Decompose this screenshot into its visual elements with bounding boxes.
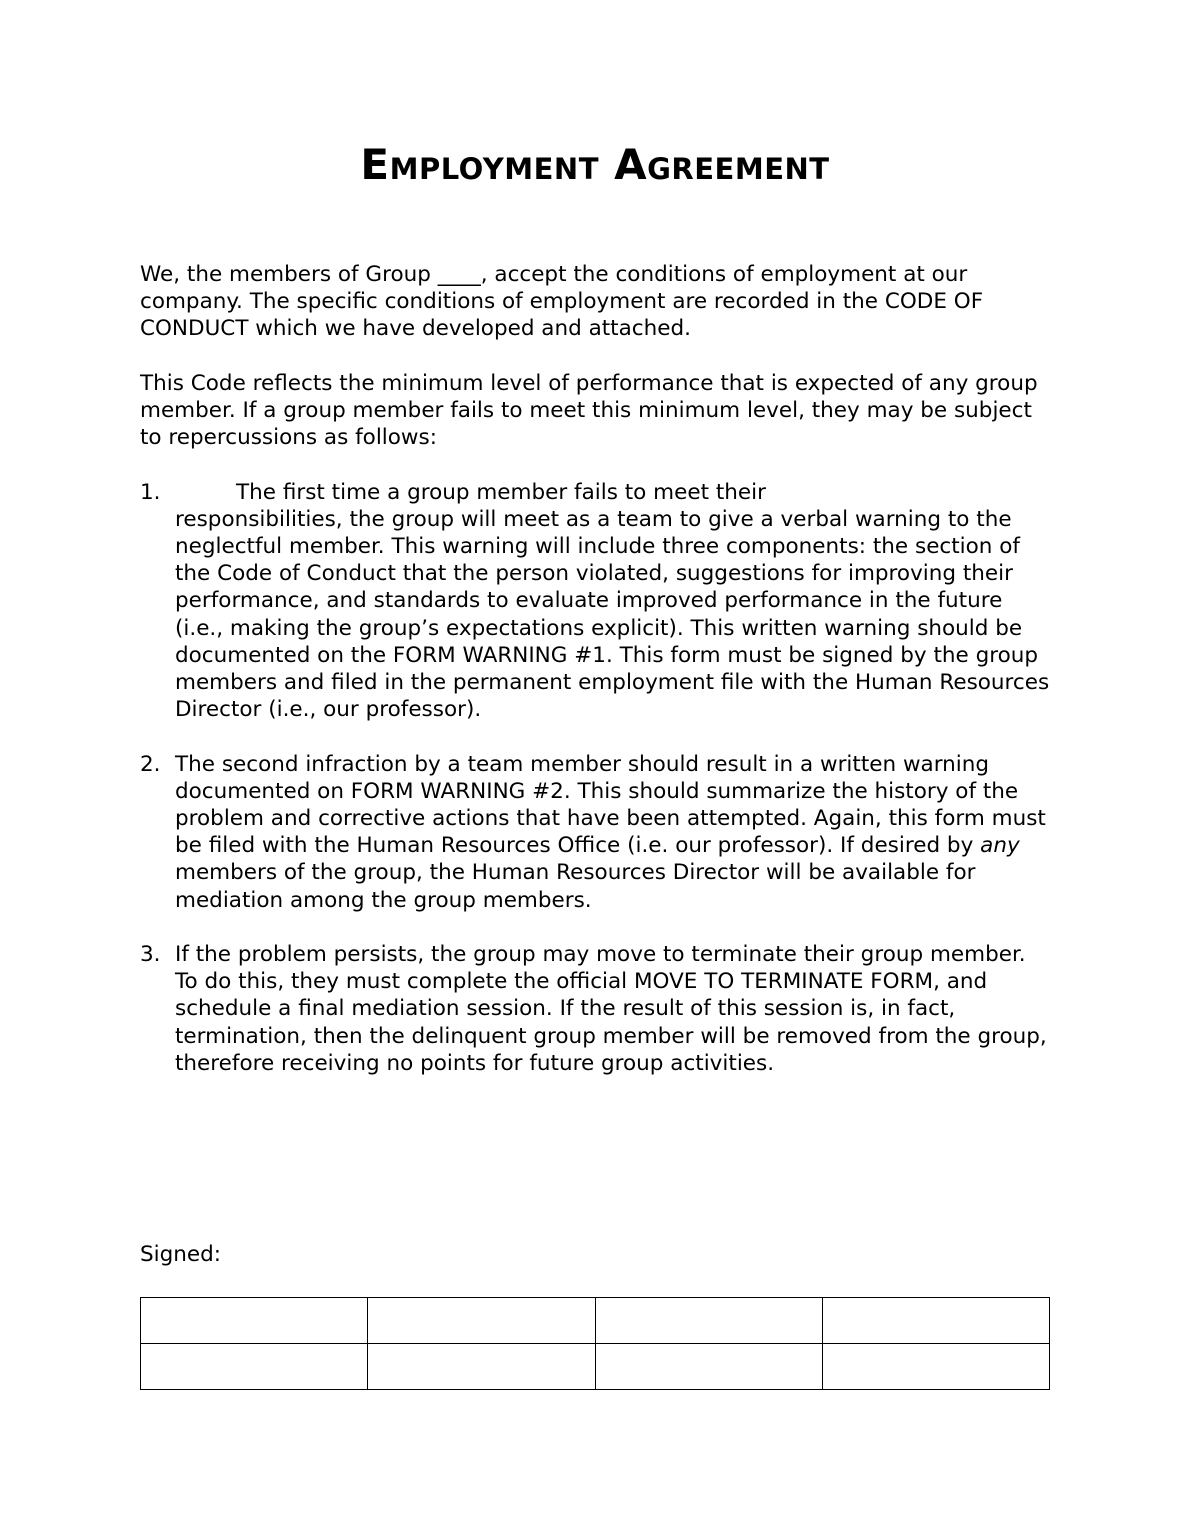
signature-cell[interactable] <box>141 1298 368 1344</box>
intro-paragraph: We, the members of Group ____, accept the conditions of employment at our company. The specific conditions of employment are recorded in the CODE OF CONDUCT which we have developed and attached. <box>140 262 984 342</box>
signature-cell[interactable] <box>141 1344 368 1390</box>
signature-cell[interactable] <box>822 1298 1049 1344</box>
item-text: responsibilities, the group will meet as a team to give a verbal warning to the neglectful member. This warning will include three components: the section of the Code of Conduct that the person violated, suggestions for improving their performance, and standards to evaluate improved performance in the future (i.e., making the group’s expectations explicit). This written warning should be documented on the FORM WARNING #1. This form must be signed by the group members and filed in the permanent employment file with the Human Resources Director (i.e., our professor). <box>175 506 1050 723</box>
item-number: 3. <box>140 942 161 968</box>
repercussion-item-3 <box>140 941 1055 1077</box>
signature-cell[interactable] <box>368 1344 595 1390</box>
document-body <box>140 261 1055 1104</box>
repercussion-item-1 <box>140 479 1055 724</box>
item-text-before: The second infraction by a team member should result in a written warning documented on FORM WARNING #2. This should summarize the history of the problem and corrective actions that have been attempted. Again, this form must be filed with the Human Resources Office (i.e. our professor). If desired by <box>175 751 1046 859</box>
signature-cell[interactable] <box>595 1344 822 1390</box>
item-text <box>175 751 1055 914</box>
item-number: 2. <box>140 751 161 777</box>
document-title: Employment Agreement <box>360 140 830 189</box>
signature-cell[interactable] <box>822 1344 1049 1390</box>
item-text-after: members of the group, the Human Resources Director will be available for mediation among the group members. <box>175 860 976 913</box>
signature-row <box>141 1298 1050 1344</box>
signature-row <box>141 1344 1050 1390</box>
item-number: 1. <box>140 479 161 505</box>
item-emphasis: any <box>980 833 1020 859</box>
signature-table <box>140 1297 1050 1390</box>
repercussion-item-2 <box>140 751 1055 914</box>
item-text: If the problem persists, the group may move to terminate their group member. To do this, they must complete the official MOVE TO TERMINATE FORM, and schedule a final mediation session. If the result of this session is, in fact, termination, then the delinquent group member will be removed from the group, therefore receiving no points for future group activities. <box>175 942 1047 1076</box>
signature-cell[interactable] <box>595 1298 822 1344</box>
item-lead-text: The first time a group member fails to meet their <box>236 479 766 505</box>
signed-label: Signed: <box>140 1242 222 1267</box>
signature-cell[interactable] <box>368 1298 595 1344</box>
code-paragraph: This Code reflects the minimum level of performance that is expected of any group member. If a group member fails to meet this minimum level, they may be subject to repercussions as follows: <box>140 370 1038 451</box>
